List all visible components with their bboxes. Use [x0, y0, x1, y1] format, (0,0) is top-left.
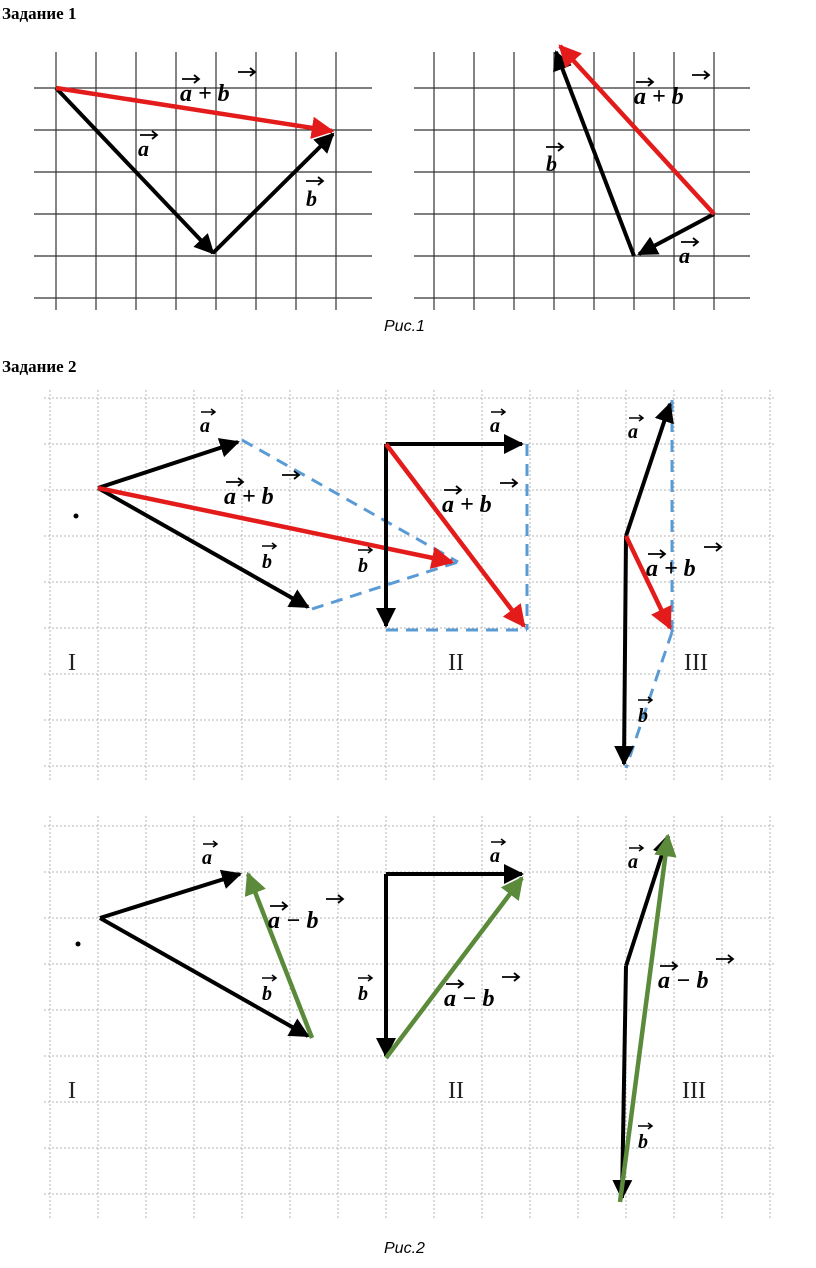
- svg-text:b: b: [638, 1131, 648, 1153]
- figure1: [0, 0, 816, 320]
- svg-text:a: a: [679, 243, 690, 268]
- label-sum-I: [224, 471, 299, 510]
- label-a-II-diff: [490, 839, 505, 867]
- label-b-II-diff: [358, 975, 372, 1005]
- label-diff-II: [444, 973, 519, 1012]
- vector-diff-I: [248, 874, 312, 1038]
- label-b-I-sum: [262, 543, 276, 573]
- svg-text:b: b: [262, 983, 272, 1005]
- svg-text:a − b: a − b: [444, 986, 495, 1012]
- roman-III-sum: III: [684, 650, 708, 676]
- svg-text:b: b: [262, 551, 272, 573]
- svg-text:a − b: a − b: [658, 968, 709, 994]
- svg-text:b: b: [358, 983, 368, 1005]
- svg-text:a + b: a + b: [634, 84, 684, 110]
- label-a-I-sum: [200, 409, 215, 437]
- figure2: [0, 380, 816, 1260]
- label-a-III-diff: [628, 845, 643, 873]
- vector-b-I-diff: [100, 918, 308, 1036]
- svg-text:b: b: [638, 705, 648, 727]
- svg-text:a: a: [200, 415, 210, 437]
- vector-b-III-sum: [624, 536, 626, 764]
- roman-III-diff: III: [682, 1078, 706, 1104]
- label-sum-III: [646, 543, 721, 582]
- svg-text:b: b: [306, 186, 317, 211]
- roman-I-diff: I: [68, 1078, 76, 1104]
- label-a-left: [138, 131, 157, 161]
- vector-a-I-diff: [100, 874, 240, 918]
- label-diff-I: [268, 895, 343, 934]
- svg-text:a: a: [202, 847, 212, 869]
- roman-II-diff: II: [448, 1078, 464, 1104]
- vector-sum-I: [98, 488, 452, 562]
- vector-diff-II: [386, 878, 522, 1058]
- svg-text:a: a: [138, 136, 149, 161]
- dot-I-diff: [76, 942, 81, 947]
- label-a-I-diff: [202, 841, 217, 869]
- svg-text:a + b: a + b: [442, 492, 492, 518]
- roman-II-sum: II: [448, 650, 464, 676]
- grid-diff-row: [44, 816, 776, 1220]
- label-a-III-sum: [628, 415, 643, 443]
- label-a-II-sum: [490, 409, 505, 437]
- vector-b-I-sum: [98, 488, 308, 607]
- svg-text:a: a: [490, 845, 500, 867]
- svg-text:a + b: a + b: [646, 556, 696, 582]
- vector-a-I-sum: [98, 442, 238, 488]
- grid-sum-row: [44, 390, 776, 780]
- svg-text:b: b: [546, 151, 557, 176]
- svg-text:a: a: [490, 415, 500, 437]
- label-b-III-sum: [638, 697, 652, 727]
- label-a-right: [679, 238, 698, 268]
- label-sum-right: [634, 71, 709, 110]
- svg-text:b: b: [358, 555, 368, 577]
- svg-text:a + b: a + b: [180, 81, 230, 107]
- vector-sum-II: [386, 444, 524, 626]
- figure2-caption: Рис.2: [384, 1240, 425, 1257]
- dot-I-sum: [74, 514, 79, 519]
- dash-I-1: [242, 440, 458, 562]
- vector-a-right: [639, 214, 714, 254]
- vector-a-left: [56, 88, 213, 253]
- figure1-caption: Рис.1: [384, 318, 425, 335]
- task2-heading: Задание 2: [2, 357, 77, 376]
- roman-I-sum: I: [68, 650, 76, 676]
- svg-text:a − b: a − b: [268, 908, 319, 934]
- task1-heading: Задание 1: [2, 4, 77, 23]
- svg-text:a: a: [628, 421, 638, 443]
- svg-text:a + b: a + b: [224, 484, 274, 510]
- svg-text:a: a: [628, 851, 638, 873]
- label-sum-II: [442, 479, 517, 518]
- label-b-I-diff: [262, 975, 276, 1005]
- grid-right: [414, 52, 750, 310]
- label-b-left: [306, 177, 323, 211]
- label-b-II-sum: [358, 547, 372, 577]
